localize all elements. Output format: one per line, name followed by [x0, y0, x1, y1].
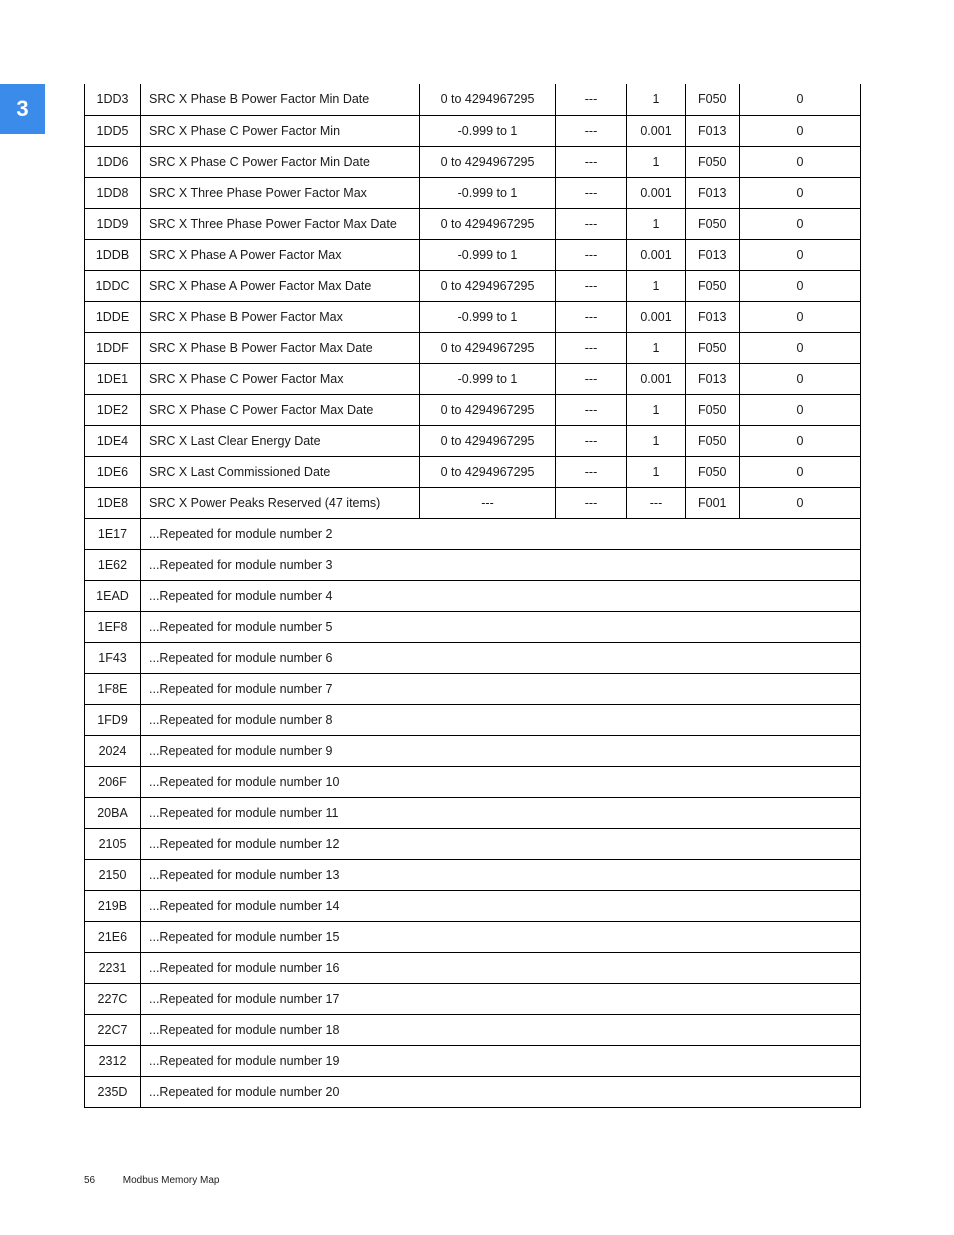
- table-row: [85, 487, 861, 518]
- cell-repeat-note: ...Repeated for module number 15: [141, 921, 861, 952]
- table-row: [85, 208, 861, 239]
- cell-description: SRC X Three Phase Power Factor Max: [141, 177, 420, 208]
- section-title: Modbus Memory Map: [122, 1175, 220, 1186]
- cell-units: ---: [556, 177, 627, 208]
- cell-format: F050: [686, 208, 740, 239]
- repeat-row: [85, 1045, 861, 1076]
- table-row: [85, 239, 861, 270]
- cell-units: ---: [556, 487, 627, 518]
- cell-repeat-note: ...Repeated for module number 5: [141, 611, 861, 642]
- cell-description: SRC X Phase C Power Factor Max: [141, 363, 420, 394]
- cell-step: 1: [627, 208, 686, 239]
- cell-description: SRC X Phase C Power Factor Min: [141, 115, 420, 146]
- cell-step: 0.001: [627, 177, 686, 208]
- cell-address: 1DE1: [85, 363, 141, 394]
- cell-repeat-note: ...Repeated for module number 16: [141, 952, 861, 983]
- cell-address: 1E17: [85, 518, 141, 549]
- repeat-row: [85, 828, 861, 859]
- modbus-memory-map-table: [84, 84, 861, 1108]
- cell-repeat-note: ...Repeated for module number 20: [141, 1076, 861, 1107]
- cell-description: SRC X Last Clear Energy Date: [141, 425, 420, 456]
- cell-address: 1DDB: [85, 239, 141, 270]
- repeat-row: [85, 859, 861, 890]
- page-number: 56: [84, 1175, 96, 1186]
- cell-repeat-note: ...Repeated for module number 3: [141, 549, 861, 580]
- cell-repeat-note: ...Repeated for module number 14: [141, 890, 861, 921]
- table-row: [85, 301, 861, 332]
- cell-repeat-note: ...Repeated for module number 4: [141, 580, 861, 611]
- cell-step: 1: [627, 332, 686, 363]
- cell-default: 0: [740, 363, 861, 394]
- cell-range: 0 to 4294967295: [420, 456, 556, 487]
- cell-format: F050: [686, 146, 740, 177]
- cell-description: SRC X Three Phase Power Factor Max Date: [141, 208, 420, 239]
- cell-default: 0: [740, 487, 861, 518]
- cell-format: F050: [686, 394, 740, 425]
- cell-repeat-note: ...Repeated for module number 19: [141, 1045, 861, 1076]
- cell-address: 1DDE: [85, 301, 141, 332]
- cell-range: 0 to 4294967295: [420, 394, 556, 425]
- repeat-row: [85, 518, 861, 549]
- cell-format: F013: [686, 301, 740, 332]
- cell-default: 0: [740, 84, 861, 115]
- cell-step: 1: [627, 456, 686, 487]
- cell-format: F013: [686, 363, 740, 394]
- cell-format: F050: [686, 425, 740, 456]
- cell-address: 1DDC: [85, 270, 141, 301]
- cell-range: 0 to 4294967295: [420, 146, 556, 177]
- cell-default: 0: [740, 270, 861, 301]
- cell-address: 1DD3: [85, 84, 141, 115]
- cell-range: 0 to 4294967295: [420, 208, 556, 239]
- cell-address: 206F: [85, 766, 141, 797]
- cell-format: F050: [686, 332, 740, 363]
- cell-address: 1DDF: [85, 332, 141, 363]
- cell-units: ---: [556, 332, 627, 363]
- cell-repeat-note: ...Repeated for module number 10: [141, 766, 861, 797]
- cell-step: 0.001: [627, 301, 686, 332]
- repeat-row: [85, 983, 861, 1014]
- cell-repeat-note: ...Repeated for module number 6: [141, 642, 861, 673]
- cell-address: 22C7: [85, 1014, 141, 1045]
- cell-step: 1: [627, 425, 686, 456]
- cell-description: SRC X Phase A Power Factor Max Date: [141, 270, 420, 301]
- cell-units: ---: [556, 208, 627, 239]
- repeat-row: [85, 766, 861, 797]
- repeat-row: [85, 890, 861, 921]
- cell-description: SRC X Phase B Power Factor Min Date: [141, 84, 420, 115]
- cell-address: 1DE2: [85, 394, 141, 425]
- cell-address: 1DD6: [85, 146, 141, 177]
- table-row: [85, 270, 861, 301]
- cell-address: 2312: [85, 1045, 141, 1076]
- page-footer: [84, 1175, 219, 1186]
- table-row: [85, 425, 861, 456]
- cell-default: 0: [740, 177, 861, 208]
- repeat-row: [85, 673, 861, 704]
- cell-address: 2231: [85, 952, 141, 983]
- cell-step: ---: [627, 487, 686, 518]
- cell-format: F013: [686, 177, 740, 208]
- cell-default: 0: [740, 208, 861, 239]
- repeat-row: [85, 704, 861, 735]
- cell-step: 0.001: [627, 115, 686, 146]
- cell-default: 0: [740, 456, 861, 487]
- cell-description: SRC X Phase B Power Factor Max: [141, 301, 420, 332]
- cell-description: SRC X Phase B Power Factor Max Date: [141, 332, 420, 363]
- cell-default: 0: [740, 239, 861, 270]
- cell-repeat-note: ...Repeated for module number 2: [141, 518, 861, 549]
- table-row: [85, 177, 861, 208]
- cell-default: 0: [740, 332, 861, 363]
- cell-units: ---: [556, 456, 627, 487]
- repeat-row: [85, 921, 861, 952]
- cell-description: SRC X Phase A Power Factor Max: [141, 239, 420, 270]
- chapter-tab: 3: [0, 84, 45, 134]
- cell-format: F050: [686, 270, 740, 301]
- cell-address: 1DE4: [85, 425, 141, 456]
- cell-step: 1: [627, 270, 686, 301]
- table-row: [85, 394, 861, 425]
- repeat-row: [85, 952, 861, 983]
- cell-address: 1F43: [85, 642, 141, 673]
- repeat-row: [85, 735, 861, 766]
- cell-default: 0: [740, 115, 861, 146]
- cell-description: SRC X Power Peaks Reserved (47 items): [141, 487, 420, 518]
- cell-address: 21E6: [85, 921, 141, 952]
- cell-range: -0.999 to 1: [420, 363, 556, 394]
- cell-address: 1E62: [85, 549, 141, 580]
- cell-address: 1EF8: [85, 611, 141, 642]
- cell-repeat-note: ...Repeated for module number 9: [141, 735, 861, 766]
- cell-repeat-note: ...Repeated for module number 7: [141, 673, 861, 704]
- cell-address: 219B: [85, 890, 141, 921]
- cell-range: -0.999 to 1: [420, 177, 556, 208]
- repeat-row: [85, 1076, 861, 1107]
- cell-units: ---: [556, 394, 627, 425]
- cell-repeat-note: ...Repeated for module number 8: [141, 704, 861, 735]
- cell-default: 0: [740, 425, 861, 456]
- cell-range: 0 to 4294967295: [420, 332, 556, 363]
- table-row: [85, 363, 861, 394]
- cell-description: SRC X Phase C Power Factor Min Date: [141, 146, 420, 177]
- cell-address: 1DD8: [85, 177, 141, 208]
- cell-format: F013: [686, 115, 740, 146]
- cell-address: 1EAD: [85, 580, 141, 611]
- cell-units: ---: [556, 84, 627, 115]
- table-row: [85, 332, 861, 363]
- cell-address: 20BA: [85, 797, 141, 828]
- cell-step: 1: [627, 84, 686, 115]
- cell-repeat-note: ...Repeated for module number 11: [141, 797, 861, 828]
- cell-address: 2024: [85, 735, 141, 766]
- cell-address: 235D: [85, 1076, 141, 1107]
- cell-range: -0.999 to 1: [420, 301, 556, 332]
- cell-address: 1F8E: [85, 673, 141, 704]
- cell-default: 0: [740, 301, 861, 332]
- cell-units: ---: [556, 363, 627, 394]
- repeat-row: [85, 642, 861, 673]
- cell-repeat-note: ...Repeated for module number 13: [141, 859, 861, 890]
- cell-range: -0.999 to 1: [420, 239, 556, 270]
- cell-units: ---: [556, 301, 627, 332]
- cell-units: ---: [556, 115, 627, 146]
- cell-address: 1DD5: [85, 115, 141, 146]
- table-row: [85, 115, 861, 146]
- cell-address: 227C: [85, 983, 141, 1014]
- cell-format: F013: [686, 239, 740, 270]
- table-row: [85, 84, 861, 115]
- repeat-row: [85, 580, 861, 611]
- cell-format: F050: [686, 456, 740, 487]
- cell-step: 1: [627, 394, 686, 425]
- cell-step: 0.001: [627, 239, 686, 270]
- cell-address: 1FD9: [85, 704, 141, 735]
- cell-range: 0 to 4294967295: [420, 84, 556, 115]
- table-row: [85, 146, 861, 177]
- cell-units: ---: [556, 270, 627, 301]
- repeat-row: [85, 611, 861, 642]
- cell-units: ---: [556, 425, 627, 456]
- cell-range: -0.999 to 1: [420, 115, 556, 146]
- cell-format: F050: [686, 84, 740, 115]
- cell-repeat-note: ...Repeated for module number 12: [141, 828, 861, 859]
- cell-units: ---: [556, 239, 627, 270]
- cell-step: 0.001: [627, 363, 686, 394]
- repeat-row: [85, 549, 861, 580]
- cell-address: 2105: [85, 828, 141, 859]
- repeat-row: [85, 1014, 861, 1045]
- cell-default: 0: [740, 394, 861, 425]
- cell-units: ---: [556, 146, 627, 177]
- table-row: [85, 456, 861, 487]
- repeat-row: [85, 797, 861, 828]
- cell-repeat-note: ...Repeated for module number 17: [141, 983, 861, 1014]
- cell-range: 0 to 4294967295: [420, 270, 556, 301]
- cell-range: ---: [420, 487, 556, 518]
- cell-address: 1DD9: [85, 208, 141, 239]
- cell-format: F001: [686, 487, 740, 518]
- cell-description: SRC X Phase C Power Factor Max Date: [141, 394, 420, 425]
- cell-repeat-note: ...Repeated for module number 18: [141, 1014, 861, 1045]
- cell-address: 1DE8: [85, 487, 141, 518]
- cell-step: 1: [627, 146, 686, 177]
- cell-description: SRC X Last Commissioned Date: [141, 456, 420, 487]
- cell-default: 0: [740, 146, 861, 177]
- cell-range: 0 to 4294967295: [420, 425, 556, 456]
- cell-address: 2150: [85, 859, 141, 890]
- cell-address: 1DE6: [85, 456, 141, 487]
